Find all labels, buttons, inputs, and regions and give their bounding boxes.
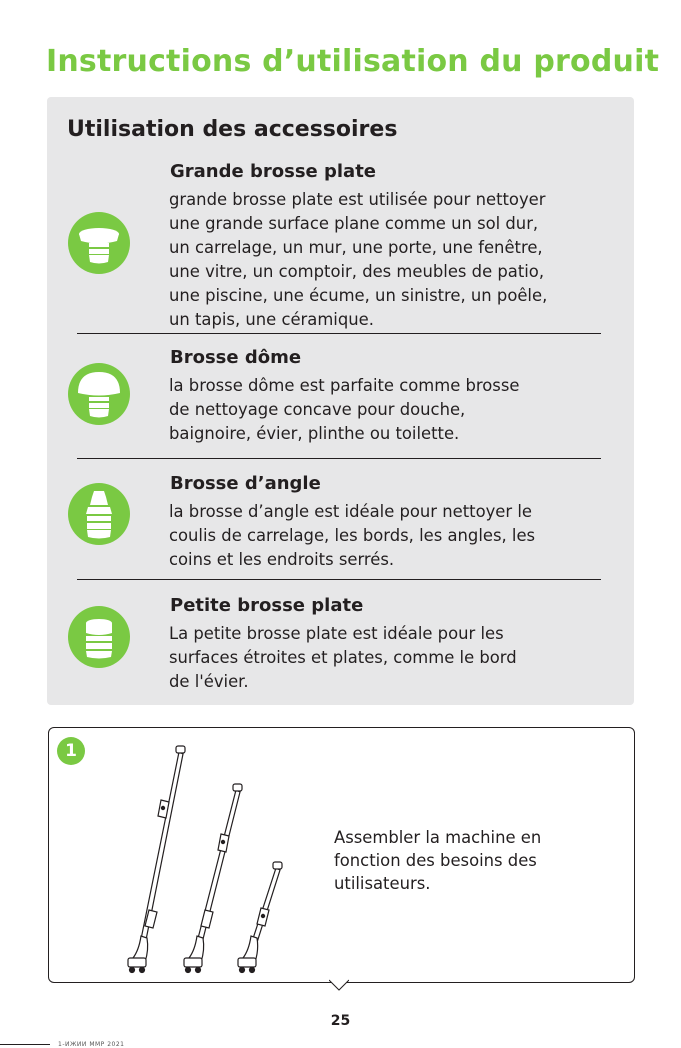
divider — [77, 458, 601, 459]
small-flat-brush-icon — [68, 606, 130, 668]
step-number-badge: 1 — [57, 737, 85, 765]
pole-assembly-illustration — [79, 740, 309, 975]
corner-brush-icon — [68, 483, 130, 545]
accessories-panel — [47, 97, 634, 705]
page-title: Instructions d’utilisation du produit — [46, 44, 660, 79]
accessories-title: Utilisation des accessoires — [67, 117, 398, 142]
dome-brush-icon — [68, 363, 130, 425]
accessory-description: grande brosse plate est utilisée pour nettoyer une grande surface plane comme un sol dur, un carrelage, un mur, une porte, une fenêtre, une vitre, un comptoir, des meubles de patio, une piscine, une écume, un sinistre, un poêle, un tapis, une céramique. — [169, 190, 548, 329]
accessory-description: la brosse d’angle est idéale pour nettoyer le coulis de carrelage, les bords, les angles, les coins et les endroits serrés. — [169, 502, 536, 569]
page-number: 25 — [330, 1013, 351, 1029]
accessory-description: la brosse dôme est parfaite comme brosse de nettoyage concave pour douche, baignoire, évier, plinthe ou toilette. — [169, 376, 520, 443]
callout-pointer — [329, 979, 349, 991]
accessory-name: Brosse dôme — [170, 347, 302, 368]
assembly-step-box — [48, 727, 635, 983]
accessory-name: Grande brosse plate — [170, 161, 377, 182]
accessory-name: Petite brosse plate — [170, 595, 364, 616]
assembly-instruction: Assembler la machine en fonction des besoins des utilisateurs. — [334, 828, 542, 893]
large-flat-brush-icon — [68, 212, 130, 274]
divider — [77, 579, 601, 580]
divider — [77, 333, 601, 334]
accessory-name: Brosse d’angle — [170, 473, 321, 494]
crop-mark-text: 1-ИЖИИ ММР 2021 — [58, 1041, 125, 1048]
accessory-description: La petite brosse plate est idéale pour les surfaces étroites et plates, comme le bord de l'évier. — [169, 624, 517, 691]
crop-mark — [0, 1044, 50, 1045]
